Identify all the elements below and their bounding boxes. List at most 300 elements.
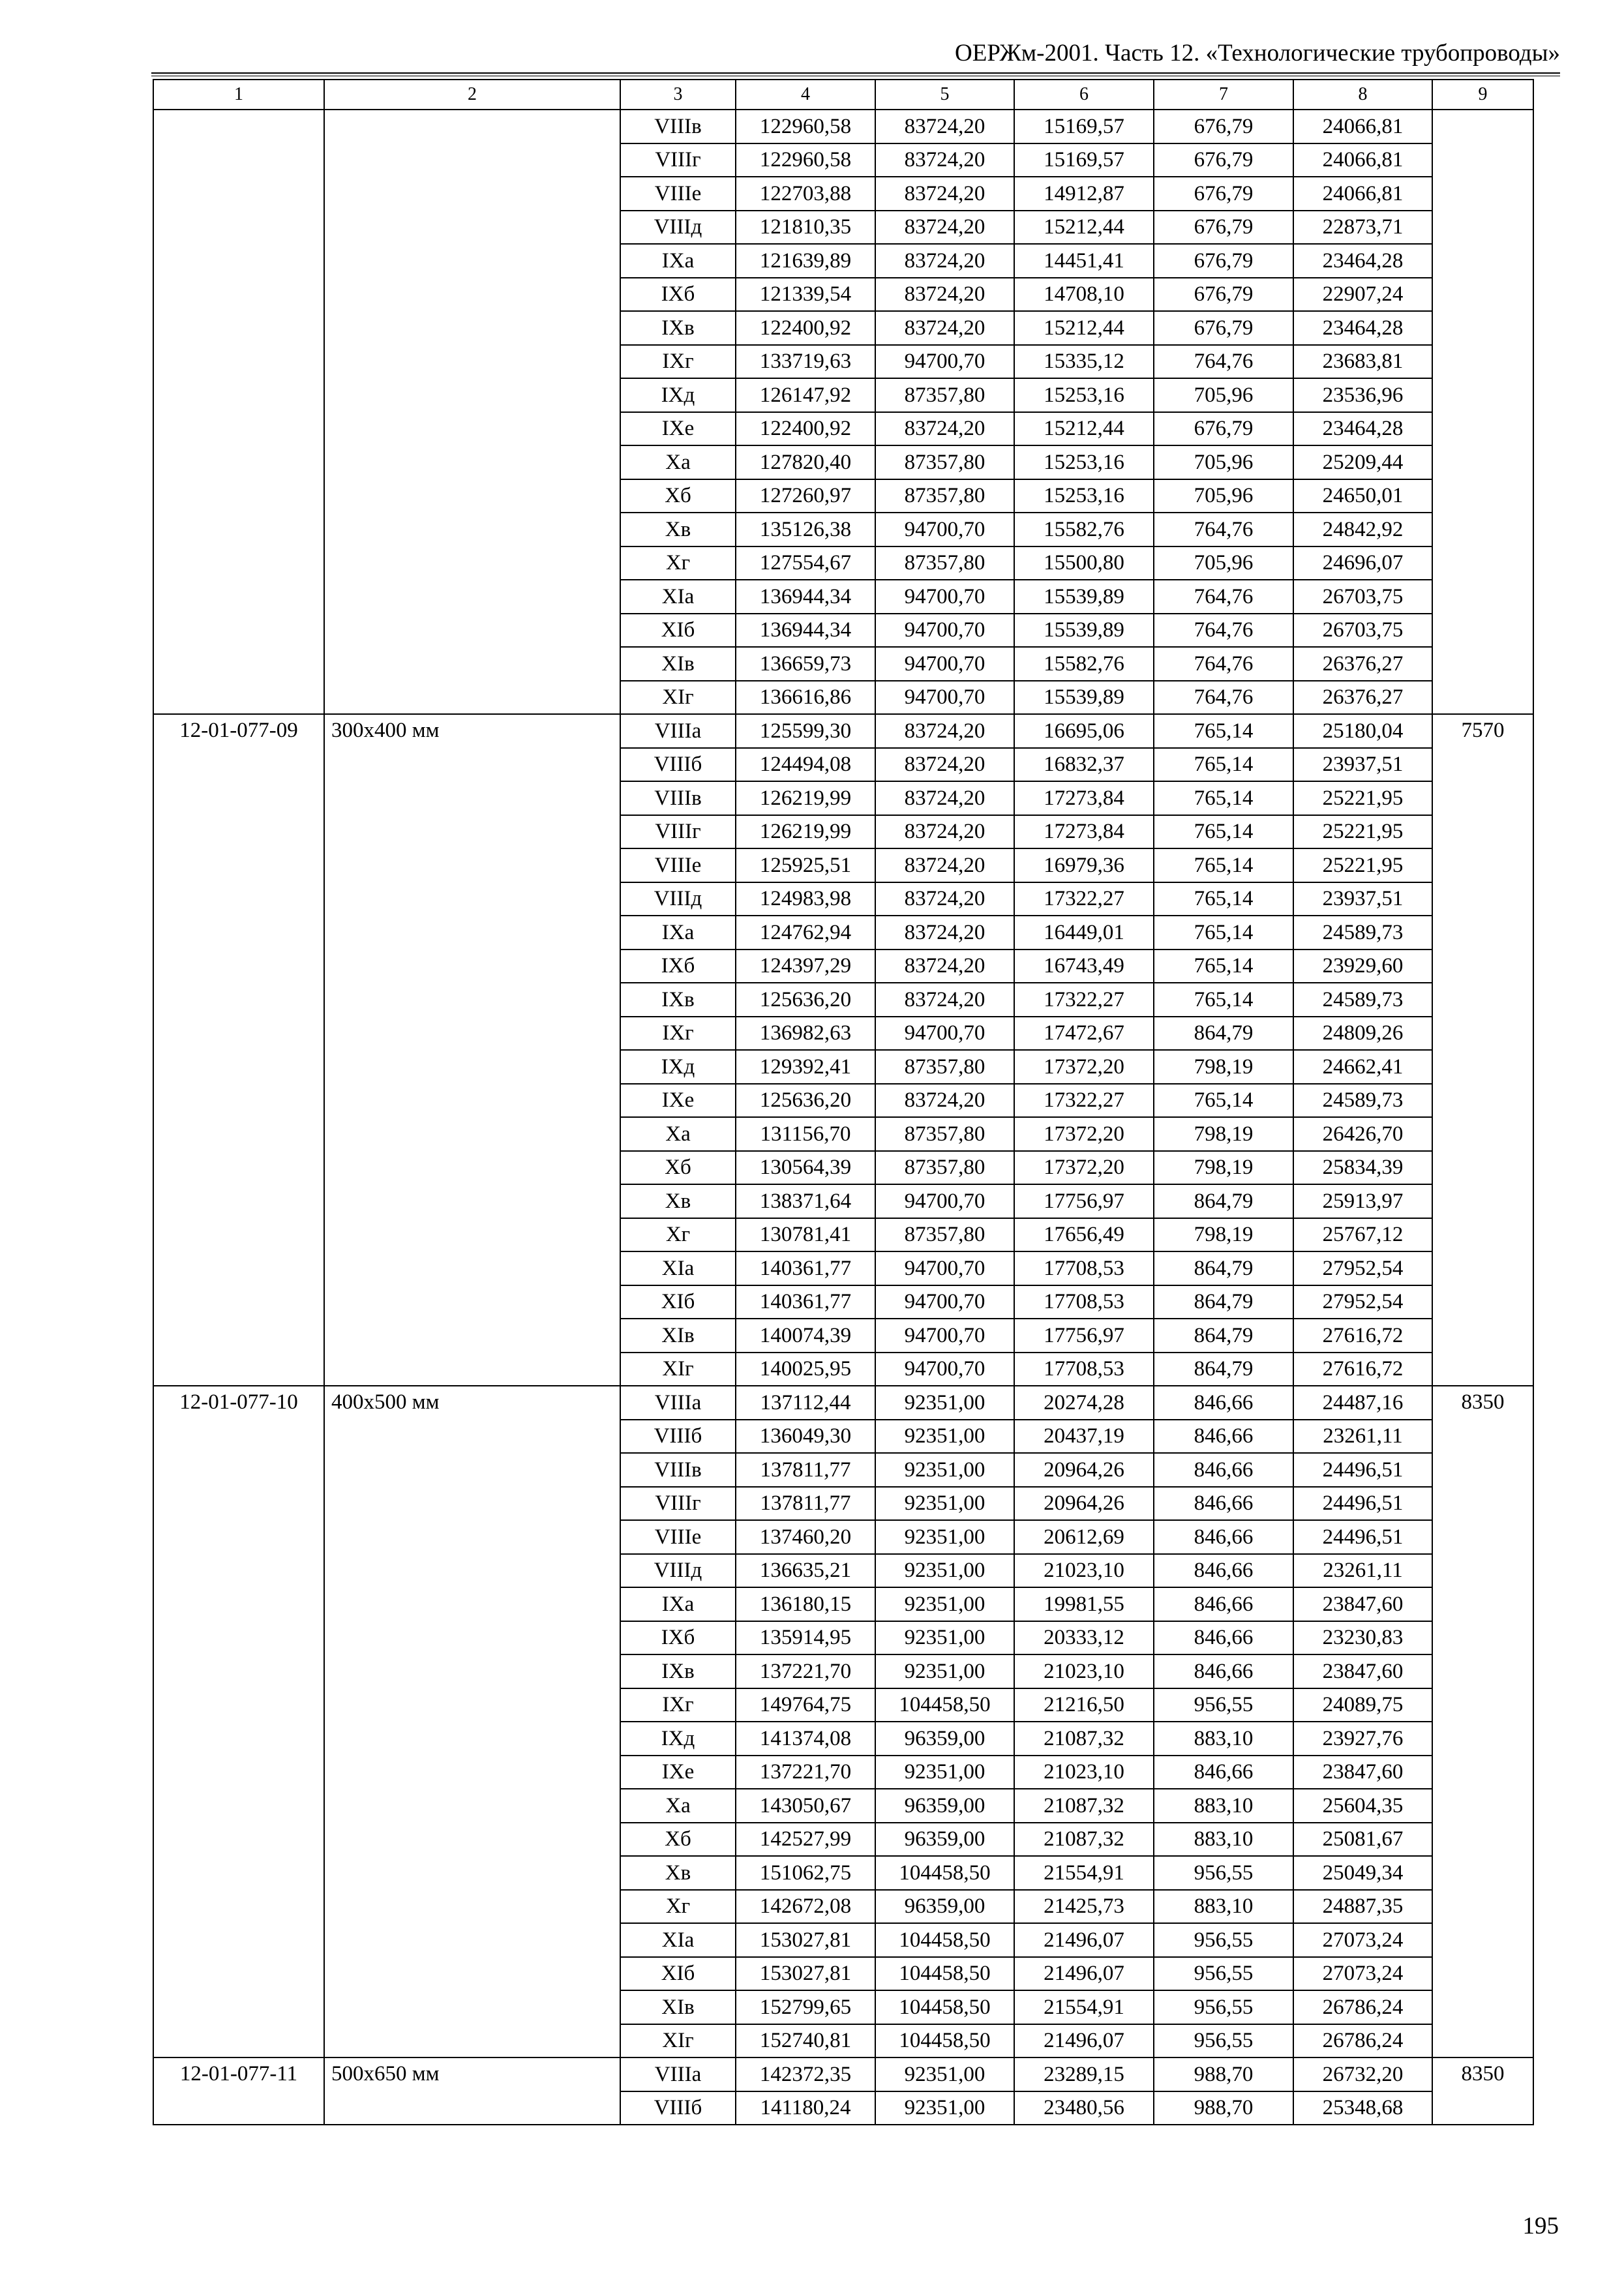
total-cost-cell: 122400,92 [736, 311, 875, 345]
total-cost-cell: 125925,51 [736, 848, 875, 882]
region-cell: IXа [620, 244, 736, 278]
region-cell: VIIIв [620, 1453, 736, 1487]
materials-cell: 23464,28 [1293, 311, 1432, 345]
materials-cell: 23937,51 [1293, 882, 1432, 916]
materials-cell: 25604,35 [1293, 1789, 1432, 1823]
machinist-wages-cell: 764,76 [1154, 580, 1293, 614]
column-header: 7 [1154, 80, 1293, 110]
materials-cell: 26376,27 [1293, 681, 1432, 715]
materials-cell: 27073,24 [1293, 1957, 1432, 1991]
total-cost-cell: 121339,54 [736, 278, 875, 312]
total-cost-cell: 140361,77 [736, 1285, 875, 1319]
machines-cell: 21496,07 [1014, 2024, 1154, 2058]
total-cost-cell: 141180,24 [736, 2091, 875, 2125]
total-cost-cell: 124494,08 [736, 748, 875, 782]
materials-cell: 24650,01 [1293, 479, 1432, 513]
materials-cell: 25221,95 [1293, 848, 1432, 882]
machinist-wages-cell: 846,66 [1154, 1487, 1293, 1521]
machines-cell: 17372,20 [1014, 1117, 1154, 1151]
machinist-wages-cell: 846,66 [1154, 1587, 1293, 1621]
machinist-wages-cell: 956,55 [1154, 1990, 1293, 2024]
machines-cell: 17472,67 [1014, 1017, 1154, 1051]
region-cell: VIIIг [620, 1487, 736, 1521]
region-cell: IXа [620, 1587, 736, 1621]
wages-cell: 92351,00 [875, 1520, 1014, 1554]
materials-cell: 25180,04 [1293, 714, 1432, 748]
machinist-wages-cell: 676,79 [1154, 177, 1293, 211]
machinist-wages-cell: 764,76 [1154, 681, 1293, 715]
rate-code-cell: 12-01-077-09 [153, 714, 324, 1386]
machines-cell: 15500,80 [1014, 546, 1154, 580]
wages-cell: 92351,00 [875, 2057, 1014, 2091]
machines-cell: 17273,84 [1014, 815, 1154, 849]
materials-cell: 23927,76 [1293, 1722, 1432, 1756]
total-cost-cell: 142372,35 [736, 2057, 875, 2091]
materials-cell: 23929,60 [1293, 950, 1432, 983]
materials-cell: 24589,73 [1293, 916, 1432, 950]
machines-cell: 17273,84 [1014, 781, 1154, 815]
wages-cell: 92351,00 [875, 2091, 1014, 2125]
machinist-wages-cell: 846,66 [1154, 1453, 1293, 1487]
table-header [153, 80, 1533, 110]
wages-cell: 94700,70 [875, 1319, 1014, 1353]
machinist-wages-cell: 846,66 [1154, 1654, 1293, 1688]
total-cost-cell: 125636,20 [736, 1084, 875, 1118]
region-cell: IXв [620, 983, 736, 1017]
total-cost-cell: 142672,08 [736, 1890, 875, 1924]
machines-cell: 16832,37 [1014, 748, 1154, 782]
materials-cell: 25081,67 [1293, 1823, 1432, 1857]
total-cost-cell: 137811,77 [736, 1453, 875, 1487]
column-number-row [153, 80, 1533, 110]
machinist-wages-cell: 864,79 [1154, 1285, 1293, 1319]
column-header: 4 [736, 80, 875, 110]
wages-cell: 87357,80 [875, 546, 1014, 580]
wages-cell: 92351,00 [875, 1453, 1014, 1487]
wages-cell: 87357,80 [875, 1218, 1014, 1252]
region-cell: Xб [620, 1823, 736, 1857]
total-cost-cell: 133719,63 [736, 345, 875, 379]
machinist-wages-cell: 765,14 [1154, 748, 1293, 782]
region-cell: XIв [620, 1990, 736, 2024]
machines-cell: 15169,57 [1014, 143, 1154, 177]
machinist-wages-cell: 765,14 [1154, 882, 1293, 916]
total-cost-cell: 136049,30 [736, 1420, 875, 1454]
region-cell: VIIIд [620, 882, 736, 916]
region-cell: XIв [620, 647, 736, 681]
machines-cell: 20437,19 [1014, 1420, 1154, 1454]
wages-cell: 94700,70 [875, 1184, 1014, 1218]
region-cell: VIIIг [620, 815, 736, 849]
region-cell: VIIIд [620, 1554, 736, 1588]
total-cost-cell: 137811,77 [736, 1487, 875, 1521]
machines-cell: 15169,57 [1014, 110, 1154, 143]
total-cost-cell: 126219,99 [736, 815, 875, 849]
column-header: 2 [324, 80, 620, 110]
total-cost-cell: 130781,41 [736, 1218, 875, 1252]
machinist-wages-cell: 764,76 [1154, 513, 1293, 546]
wages-cell: 94700,70 [875, 647, 1014, 681]
machinist-wages-cell: 864,79 [1154, 1319, 1293, 1353]
materials-cell: 23261,11 [1293, 1420, 1432, 1454]
machines-cell: 15253,16 [1014, 445, 1154, 479]
machines-cell: 20333,12 [1014, 1621, 1154, 1655]
machines-cell: 17372,20 [1014, 1050, 1154, 1084]
machinist-wages-cell: 846,66 [1154, 1756, 1293, 1789]
wages-cell: 96359,00 [875, 1789, 1014, 1823]
materials-cell: 27952,54 [1293, 1251, 1432, 1285]
total-cost-cell: 135126,38 [736, 513, 875, 546]
wages-cell: 92351,00 [875, 1386, 1014, 1420]
machinist-wages-cell: 846,66 [1154, 1621, 1293, 1655]
materials-cell: 24066,81 [1293, 177, 1432, 211]
machines-cell: 15539,89 [1014, 614, 1154, 648]
machines-cell: 15212,44 [1014, 211, 1154, 245]
total-cost-cell: 127554,67 [736, 546, 875, 580]
materials-cell: 24589,73 [1293, 1084, 1432, 1118]
region-cell: IXд [620, 378, 736, 412]
materials-cell: 23230,83 [1293, 1621, 1432, 1655]
wages-cell: 83724,20 [875, 311, 1014, 345]
wages-cell: 87357,80 [875, 445, 1014, 479]
wages-cell: 104458,50 [875, 1990, 1014, 2024]
materials-cell: 27616,72 [1293, 1319, 1432, 1353]
wages-cell: 104458,50 [875, 1688, 1014, 1722]
total-cost-cell: 142527,99 [736, 1823, 875, 1857]
machinist-wages-cell: 676,79 [1154, 143, 1293, 177]
machinist-wages-cell: 988,70 [1154, 2091, 1293, 2125]
section-size-cell: 500x650 мм [324, 2057, 620, 2125]
machinist-wages-cell: 676,79 [1154, 211, 1293, 245]
machinist-wages-cell: 676,79 [1154, 110, 1293, 143]
wages-cell: 92351,00 [875, 1487, 1014, 1521]
region-cell: IXб [620, 950, 736, 983]
total-cost-cell: 136982,63 [736, 1017, 875, 1051]
region-cell: VIIIв [620, 781, 736, 815]
total-cost-cell: 151062,75 [736, 1856, 875, 1890]
wages-cell: 83724,20 [875, 848, 1014, 882]
wages-cell: 83724,20 [875, 916, 1014, 950]
wages-cell: 83724,20 [875, 211, 1014, 245]
materials-cell: 25221,95 [1293, 781, 1432, 815]
region-cell: Xа [620, 1789, 736, 1823]
region-cell: Xг [620, 1890, 736, 1924]
total-cost-cell: 124397,29 [736, 950, 875, 983]
machinist-wages-cell: 765,14 [1154, 950, 1293, 983]
machinist-wages-cell: 705,96 [1154, 479, 1293, 513]
wages-cell: 83724,20 [875, 748, 1014, 782]
wages-cell: 83724,20 [875, 412, 1014, 446]
materials-cell: 23847,60 [1293, 1756, 1432, 1789]
region-cell: IXв [620, 311, 736, 345]
machinist-wages-cell: 864,79 [1154, 1017, 1293, 1051]
materials-cell: 27952,54 [1293, 1285, 1432, 1319]
machines-cell: 21554,91 [1014, 1856, 1154, 1890]
wages-cell: 87357,80 [875, 1050, 1014, 1084]
column-header: 6 [1014, 80, 1154, 110]
machinist-wages-cell: 798,19 [1154, 1151, 1293, 1185]
region-cell: VIIIе [620, 177, 736, 211]
total-cost-cell: 152799,65 [736, 1990, 875, 2024]
table-row [153, 714, 1533, 748]
machines-cell: 15212,44 [1014, 311, 1154, 345]
region-cell: XIг [620, 681, 736, 715]
machines-cell: 21023,10 [1014, 1756, 1154, 1789]
total-cost-cell: 137221,70 [736, 1756, 875, 1789]
machinist-wages-cell: 764,76 [1154, 614, 1293, 648]
machinist-wages-cell: 846,66 [1154, 1520, 1293, 1554]
total-cost-cell: 140074,39 [736, 1319, 875, 1353]
machines-cell: 21087,32 [1014, 1789, 1154, 1823]
wages-cell: 87357,80 [875, 479, 1014, 513]
machines-cell: 17708,53 [1014, 1285, 1154, 1319]
machines-cell: 17708,53 [1014, 1353, 1154, 1386]
machines-cell: 14451,41 [1014, 244, 1154, 278]
machinist-wages-cell: 846,66 [1154, 1386, 1293, 1420]
wages-cell: 94700,70 [875, 345, 1014, 379]
machinist-wages-cell: 864,79 [1154, 1353, 1293, 1386]
wages-cell: 83724,20 [875, 177, 1014, 211]
machines-cell: 14708,10 [1014, 278, 1154, 312]
wages-cell: 83724,20 [875, 143, 1014, 177]
total-cost-cell: 138371,64 [736, 1184, 875, 1218]
machinist-wages-cell: 764,76 [1154, 345, 1293, 379]
region-cell: VIIIа [620, 714, 736, 748]
region-cell: Xг [620, 546, 736, 580]
total-cost-cell: 153027,81 [736, 1923, 875, 1957]
machines-cell: 21425,73 [1014, 1890, 1154, 1924]
region-cell: VIIIб [620, 2091, 736, 2125]
machinist-wages-cell: 676,79 [1154, 244, 1293, 278]
machinist-wages-cell: 956,55 [1154, 1923, 1293, 1957]
region-cell: Xв [620, 1856, 736, 1890]
machines-cell: 21023,10 [1014, 1654, 1154, 1688]
total-cost-cell: 121810,35 [736, 211, 875, 245]
region-cell: VIIIе [620, 848, 736, 882]
total-cost-cell: 137460,20 [736, 1520, 875, 1554]
machines-cell: 19981,55 [1014, 1587, 1154, 1621]
machinist-wages-cell: 764,76 [1154, 647, 1293, 681]
materials-cell: 25209,44 [1293, 445, 1432, 479]
machinist-wages-cell: 676,79 [1154, 311, 1293, 345]
materials-cell: 24589,73 [1293, 983, 1432, 1017]
machinist-wages-cell: 765,14 [1154, 1084, 1293, 1118]
rate-code-cell: 12-01-077-11 [153, 2057, 324, 2125]
region-cell: VIIIг [620, 143, 736, 177]
table-row [153, 110, 1533, 143]
total-cost-cell: 127820,40 [736, 445, 875, 479]
column-header: 5 [875, 80, 1014, 110]
total-cost-cell: 135914,95 [736, 1621, 875, 1655]
machinist-wages-cell: 798,19 [1154, 1050, 1293, 1084]
wages-cell: 83724,20 [875, 278, 1014, 312]
machines-cell: 17322,27 [1014, 882, 1154, 916]
wages-cell: 94700,70 [875, 1285, 1014, 1319]
wages-cell: 83724,20 [875, 1084, 1014, 1118]
region-cell: Xб [620, 1151, 736, 1185]
machines-cell: 21087,32 [1014, 1823, 1154, 1857]
region-cell: XIа [620, 580, 736, 614]
total-cost-cell: 149764,75 [736, 1688, 875, 1722]
region-cell: IXв [620, 1654, 736, 1688]
machinist-wages-cell: 765,14 [1154, 848, 1293, 882]
total-cost-cell: 136944,34 [736, 614, 875, 648]
wages-cell: 92351,00 [875, 1654, 1014, 1688]
machines-cell: 20964,26 [1014, 1453, 1154, 1487]
machinist-wages-cell: 956,55 [1154, 1856, 1293, 1890]
materials-cell: 25221,95 [1293, 815, 1432, 849]
total-cost-cell: 125599,30 [736, 714, 875, 748]
section-size-cell: 400x500 мм [324, 1386, 620, 2057]
materials-cell: 23536,96 [1293, 378, 1432, 412]
total-cost-cell: 136944,34 [736, 580, 875, 614]
materials-cell: 24066,81 [1293, 110, 1432, 143]
total-cost-cell: 122400,92 [736, 412, 875, 446]
wages-cell: 83724,20 [875, 714, 1014, 748]
region-cell: Xа [620, 445, 736, 479]
wages-cell: 104458,50 [875, 1923, 1014, 1957]
materials-cell: 23261,11 [1293, 1554, 1432, 1588]
machines-cell: 15253,16 [1014, 378, 1154, 412]
machines-cell: 21554,91 [1014, 1990, 1154, 2024]
total-cost-cell: 122960,58 [736, 143, 875, 177]
materials-cell: 23464,28 [1293, 412, 1432, 446]
materials-cell: 27073,24 [1293, 1923, 1432, 1957]
machinist-wages-cell: 864,79 [1154, 1251, 1293, 1285]
wages-cell: 87357,80 [875, 1117, 1014, 1151]
wages-cell: 94700,70 [875, 1251, 1014, 1285]
machines-cell: 16695,06 [1014, 714, 1154, 748]
wages-cell: 96359,00 [875, 1890, 1014, 1924]
materials-cell: 26703,75 [1293, 614, 1432, 648]
machines-cell: 15335,12 [1014, 345, 1154, 379]
materials-cell: 24496,51 [1293, 1453, 1432, 1487]
section-size-cell [324, 110, 620, 714]
labor-cell: 7570 [1432, 714, 1533, 1386]
region-cell: VIIIв [620, 110, 736, 143]
materials-cell: 24496,51 [1293, 1520, 1432, 1554]
machines-cell: 21023,10 [1014, 1554, 1154, 1588]
machines-cell: 21496,07 [1014, 1923, 1154, 1957]
total-cost-cell: 131156,70 [736, 1117, 875, 1151]
total-cost-cell: 143050,67 [736, 1789, 875, 1823]
materials-cell: 23683,81 [1293, 345, 1432, 379]
machines-cell: 17322,27 [1014, 983, 1154, 1017]
materials-cell: 25913,97 [1293, 1184, 1432, 1218]
materials-cell: 24496,51 [1293, 1487, 1432, 1521]
machinist-wages-cell: 956,55 [1154, 2024, 1293, 2058]
total-cost-cell: 153027,81 [736, 1957, 875, 1991]
labor-cell: 8350 [1432, 1386, 1533, 2057]
wages-cell: 104458,50 [875, 1957, 1014, 1991]
wages-cell: 92351,00 [875, 1420, 1014, 1454]
region-cell: XIв [620, 1319, 736, 1353]
machinist-wages-cell: 864,79 [1154, 1184, 1293, 1218]
region-cell: Xб [620, 479, 736, 513]
total-cost-cell: 129392,41 [736, 1050, 875, 1084]
total-cost-cell: 127260,97 [736, 479, 875, 513]
machines-cell: 17708,53 [1014, 1251, 1154, 1285]
region-cell: IXг [620, 1688, 736, 1722]
machines-cell: 20612,69 [1014, 1520, 1154, 1554]
materials-cell: 24066,81 [1293, 143, 1432, 177]
region-cell: XIб [620, 1957, 736, 1991]
machines-cell: 16979,36 [1014, 848, 1154, 882]
total-cost-cell: 136180,15 [736, 1587, 875, 1621]
machinist-wages-cell: 846,66 [1154, 1554, 1293, 1588]
region-cell: IXа [620, 916, 736, 950]
region-cell: VIIIб [620, 748, 736, 782]
column-header: 1 [153, 80, 324, 110]
region-cell: Xв [620, 513, 736, 546]
machinist-wages-cell: 676,79 [1154, 412, 1293, 446]
materials-cell: 23847,60 [1293, 1587, 1432, 1621]
total-cost-cell: 141374,08 [736, 1722, 875, 1756]
wages-cell: 83724,20 [875, 781, 1014, 815]
region-cell: IXе [620, 412, 736, 446]
materials-cell: 23937,51 [1293, 748, 1432, 782]
machines-cell: 17322,27 [1014, 1084, 1154, 1118]
wages-cell: 83724,20 [875, 244, 1014, 278]
materials-cell: 27616,72 [1293, 1353, 1432, 1386]
wages-cell: 92351,00 [875, 1756, 1014, 1789]
total-cost-cell: 137221,70 [736, 1654, 875, 1688]
wages-cell: 87357,80 [875, 1151, 1014, 1185]
region-cell: IXг [620, 345, 736, 379]
region-cell: IXе [620, 1756, 736, 1789]
materials-cell: 24487,16 [1293, 1386, 1432, 1420]
region-cell: XIг [620, 1353, 736, 1386]
materials-cell: 22873,71 [1293, 211, 1432, 245]
wages-cell: 87357,80 [875, 378, 1014, 412]
region-cell: Xв [620, 1184, 736, 1218]
region-cell: Xа [620, 1117, 736, 1151]
machines-cell: 14912,87 [1014, 177, 1154, 211]
wages-cell: 104458,50 [875, 1856, 1014, 1890]
total-cost-cell: 126147,92 [736, 378, 875, 412]
region-cell: IXе [620, 1084, 736, 1118]
machines-cell: 23289,15 [1014, 2057, 1154, 2091]
machinist-wages-cell: 988,70 [1154, 2057, 1293, 2091]
labor-cell [1432, 110, 1533, 714]
machines-cell: 15253,16 [1014, 479, 1154, 513]
machines-cell: 17756,97 [1014, 1184, 1154, 1218]
wages-cell: 83724,20 [875, 815, 1014, 849]
materials-cell: 25767,12 [1293, 1218, 1432, 1252]
region-cell: VIIIа [620, 1386, 736, 1420]
materials-cell: 24089,75 [1293, 1688, 1432, 1722]
region-cell: VIIIд [620, 211, 736, 245]
wages-cell: 83724,20 [875, 110, 1014, 143]
materials-cell: 26376,27 [1293, 647, 1432, 681]
rate-code-cell: 12-01-077-10 [153, 1386, 324, 2057]
wages-cell: 83724,20 [875, 882, 1014, 916]
machines-cell: 15212,44 [1014, 412, 1154, 446]
machinist-wages-cell: 705,96 [1154, 445, 1293, 479]
machines-cell: 15539,89 [1014, 681, 1154, 715]
total-cost-cell: 130564,39 [736, 1151, 875, 1185]
materials-cell: 26732,20 [1293, 2057, 1432, 2091]
wages-cell: 83724,20 [875, 983, 1014, 1017]
total-cost-cell: 136659,73 [736, 647, 875, 681]
machinist-wages-cell: 676,79 [1154, 278, 1293, 312]
machines-cell: 15539,89 [1014, 580, 1154, 614]
machines-cell: 17756,97 [1014, 1319, 1154, 1353]
column-header: 3 [620, 80, 736, 110]
rates-table [153, 79, 1534, 2125]
machinist-wages-cell: 883,10 [1154, 1890, 1293, 1924]
region-cell: IXд [620, 1722, 736, 1756]
